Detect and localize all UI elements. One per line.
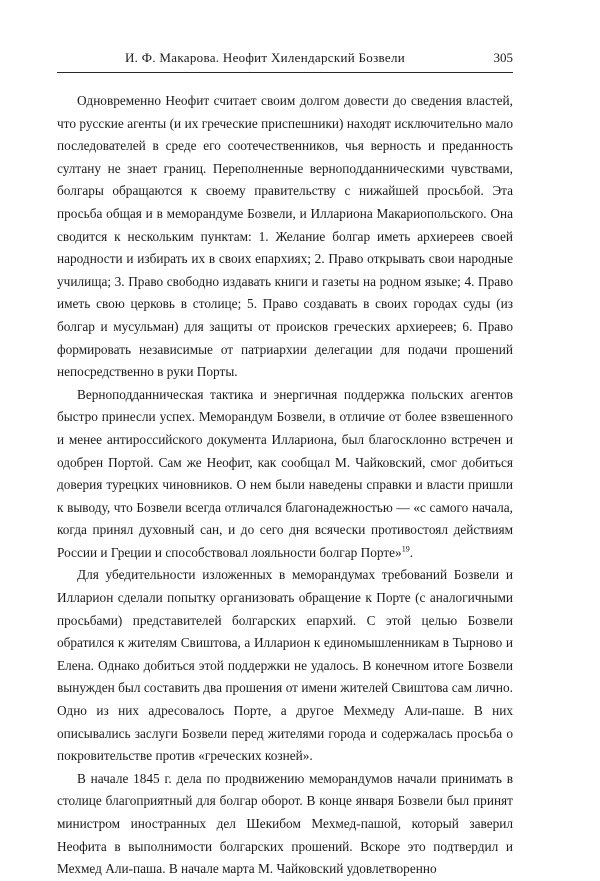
page-header [57,50,513,73]
footnote-marker[interactable]: 19 [401,544,410,554]
paragraph-1 [57,90,513,384]
paragraph-text: Для убедительности изложенных в меморандумах требований Бозвели и Илларион сделали попытку организовать обращение к Порте (с аналогичными просьбами) представителей болгарских епархий. С этой целью Бозвели обратился к жителям Свиштова, а Илларион к единомышленникам в Тырново и Елена. Однако добиться этой поддержки не удалось. В конечном итоге Бозвели вынужден был составить два прошения от имени жителей Свиштова сам лично. Одно из них адресовалось Порте, а другое Мехмеду Али-паше. В них описывались заслуги Бозвели перед жителями города и содержалась просьба о покровительстве против «греческих козней». [57,567,513,764]
page-number: 305 [493,50,513,65]
body-text [57,90,513,881]
paragraph-text: Верноподданническая тактика и энергичная поддержка польских агентов быстро принесли успех. Меморандум Бозвели, в отличие от более взвешенного и менее антироссийского документа Иллариона, был благосклонно встречен и одобрен Портой. Сам же Неофит, как сообщал М. Чайковский, смог добиться доверия турецких чиновников. О нем были наведены справки и власти пришли к выводу, что Бозвели всегда отличался благонадежностью — «с самого начала, когда принял духовный сан, и до сего дня всячески противостоял действиям России и Греции и способствовал лояльности болгар Порте» [57,386,513,560]
paragraph-2: Верноподданническая тактика и энергичная поддержка польских агентов быстро принесли успех. Меморандум Бозвели, в отличие от более взвешенного и менее антироссийского документа Иллариона, был благосклонно встречен и одобрен Портой. Сам же Неофит, как сообщал М. Чайковский, смог добиться доверия турецких чиновников. О нем были наведены справки и власти пришли к выводу, что Бозвели всегда отличался благонадежностью — «с самого начала, когда принял духовный сан, и до сего дня всячески противостоял действиям России и Греции и способствовал лояльности болгар Порте»$^{19}$. [57,386,513,560]
paragraph-text: В начале 1845 г. дела по продвижению меморандумов начали принимать в столице благоприятный для болгар оборот. В конце января Бозвели был принят министром иностранных дел Шекибом Мехмед-пашой, который заверил Неофита в выполнимости болгарских прошений. Вскоре это подтвердил и Мехмед Али-паша. В начале марта М. Чайковский удовлетворенно [57,770,513,877]
paragraph-text: Одновременно Неофит считает своим долгом довести до сведения властей, что русские агенты (и их греческие приспешники) находят исключительно мало последователей в среде его соотечественников, чья верность и преданность султану не знает границ. Переполненные верноподданническими чувствами, болгары обращаются к своему правительству с нижайшей просьбой. Эта просьба общая и в меморандуме Бозвели, и Иллариона Макариопольского. Она сводится к нескольким пунктам: 1. Желание болгар иметь архиереев своей народности и избирать их в своих епархиях; 2. Право открывать свои народные училища; 3. Право свободно издавать книги и газеты на родном языке; 4. Право иметь свою церковь в столице; 5. Право создавать в своих городах суды (из болгар и мусульман) для защиты от происков греческих архиереев; 6. Право формировать независимые от патриархии делегации для подачи прошений непосредственно в руки Порты. [57,93,513,380]
paragraph-3 [57,564,513,767]
running-head: И. Ф. Макарова. Неофит Хилендарский Бозвели [124,50,406,65]
paragraph-4 [57,768,513,881]
